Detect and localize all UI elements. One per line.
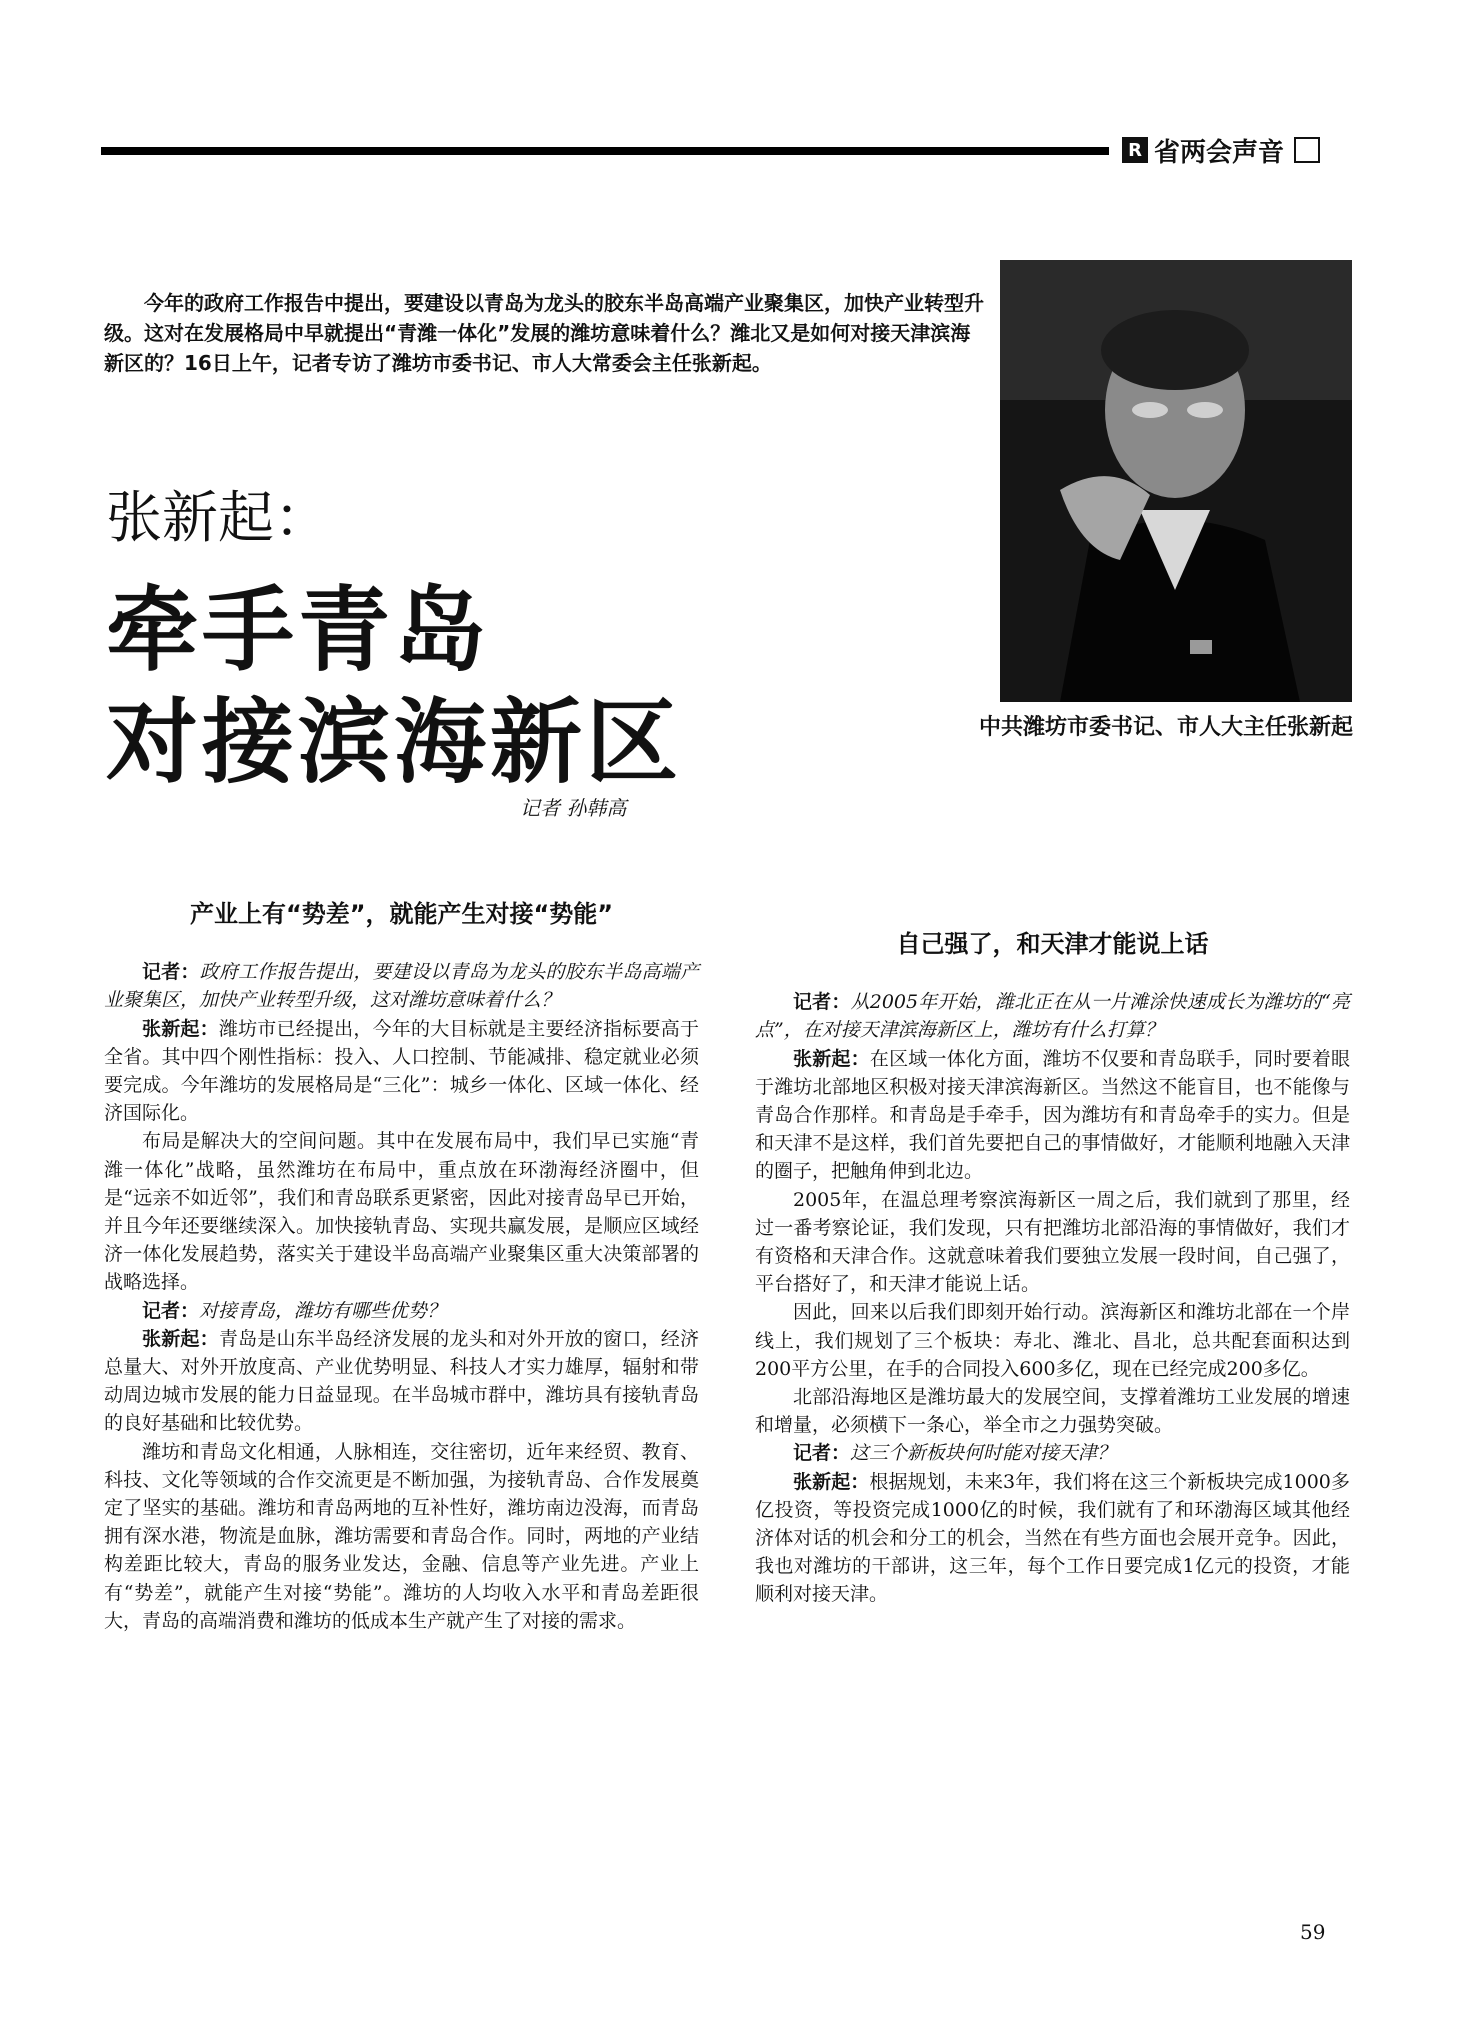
section-mark: R [1122, 137, 1148, 163]
answer-text: 在区域一体化方面，潍坊不仅要和青岛联手，同时要着眼于潍坊北部地区积极对接天津滨海新区。当然这不能盲目，也不能像与青岛合作那样。和青岛是手牵手，因为潍坊有和青岛牵手的实力。但是和天津不是这样，我们首先要把自己的事情做好，才能顺利地融入天津的圈子，把触角伸到北边。 [755, 1047, 1350, 1183]
right-column [755, 930, 1350, 1609]
byline: 记者 孙韩高 [520, 796, 627, 820]
question-paragraph [755, 988, 1350, 1044]
body-paragraph: 因此，回来以后我们即刻开始行动。滨海新区和潍坊北部在一个岸线上，我们规划了三个板块：寿北、潍北、昌北，总共配套面积达到200平方公里，在手的合同投入600多亿，现在已经完成200多亿。 [755, 1301, 1350, 1380]
body-paragraph: 北部沿海地区是潍坊最大的发展空间，支撑着潍坊工业发展的增速和增量，必须横下一条心，举全市之力强势突破。 [755, 1386, 1350, 1437]
body-paragraph: 2005年，在温总理考察滨海新区一周之后，我们就到了那里，经过一番考察论证，我们发现，只有把潍坊北部沿海的事情做好，我们才有资格和天津合作。这就意味着我们要独立发展一段时间，自己强了，平台搭好了，和天津才能说上话。 [755, 1188, 1350, 1296]
answer-text: 潍坊市已经提出，今年的大目标就是主要经济指标要高于全省。其中四个刚性指标：投入、人口控制、节能减排、稳定就业必须要完成。今年潍坊的发展格局是“三化”：城乡一体化、区域一体化、经济国际化。 [104, 1017, 699, 1125]
question-paragraph [104, 958, 699, 1014]
question-text: 政府工作报告提出，要建设以青岛为龙头的胶东半岛高端产业聚集区，加快产业转型升级，这对潍坊意味着什么？ [104, 961, 699, 1012]
speaker-label: 记者： [142, 1299, 200, 1322]
speaker-label: 记者： [793, 1442, 851, 1465]
speaker-label: 记者： [793, 991, 851, 1014]
section-name: 省两会声音 [1154, 137, 1285, 168]
body-paragraph: 布局是解决大的空间问题。其中在发展布局中，我们早已实施“青潍一体化”战略，虽然潍坊在布局中，重点放在环渤海经济圈中，但是“远亲不如近邻”，我们和青岛联系更紧密，因此对接青岛早已开始，并且今年还要继续深入。加快接轨青岛、实现共赢发展，是顺应区域经济一体化发展趋势，落实关于建设半岛高端产业聚集区重大决策部署的战略选择。 [104, 1130, 699, 1294]
headline-line-1: 牵手青岛 [106, 577, 491, 684]
speaker-label: 张新起： [793, 1047, 870, 1070]
question-text: 对接青岛，潍坊有哪些优势？ [199, 1299, 447, 1322]
speaker-label: 张新起： [142, 1017, 219, 1040]
header-rule [101, 147, 1109, 155]
question-text: 从2005年开始，潍北正在从一片滩涂快速成长为潍坊的“亮点”，在对接天津滨海新区上，潍坊有什么打算？ [755, 991, 1350, 1042]
portrait-photo [1000, 260, 1352, 702]
answer-text: 青岛是山东半岛经济发展的龙头和对外开放的窗口，经济总量大、对外开放度高、产业优势明显、科技人才实力雄厚，辐射和带动周边城市发展的能力日益显现。在半岛城市群中，潍坊具有接轨青岛的良好基础和比较优势。 [104, 1327, 699, 1435]
section-tag [1122, 133, 1320, 167]
question-paragraph [104, 1297, 699, 1325]
body-paragraph: 潍坊和青岛文化相通，人脉相连，交往密切，近年来经贸、教育、科技、文化等领域的合作交流更是不断加强，为接轨青岛、合作发展奠定了坚实的基础。潍坊和青岛两地的互补性好，潍坊南边没海，而青岛拥有深水港，物流是血脉，潍坊需要和青岛合作。同时，两地的产业结构差距比较大，青岛的服务业发达，金融、信息等产业先进。产业上有“势差”，就能产生对接“势能”。潍坊的人均收入水平和青岛差距很大，青岛的高端消费和潍坊的低成本生产就产生了对接的需求。 [104, 1440, 699, 1632]
answer-text: 根据规划，未来3年，我们将在这三个新板块完成1000多亿投资，等投资完成1000亿的时候，我们就有了和环渤海区域其他经济体对话的机会和分工的机会，当然在有些方面也会展开竞争。因此，我也对潍坊的干部讲，这三年，每个工作日要完成1亿元的投资，才能顺利对接天津。 [755, 1470, 1350, 1606]
article-subhead: 张新起： [106, 486, 330, 551]
question-text: 这三个新板块何时能对接天津？ [850, 1442, 1117, 1465]
headline-line-2: 对接滨海新区 [106, 689, 683, 796]
portrait-image [1000, 260, 1352, 702]
right-section-heading: 自己强了，和天津才能说上话 [896, 930, 1209, 958]
speaker-label: 张新起： [793, 1470, 870, 1493]
answer-paragraph [104, 1325, 699, 1438]
answer-paragraph [104, 1015, 699, 1128]
speaker-label: 张新起： [142, 1327, 219, 1350]
page-number: 59 [1300, 1920, 1326, 1944]
lede-paragraph: 今年的政府工作报告中提出，要建设以青岛为龙头的胶东半岛高端产业聚集区，加快产业转型升级。这对在发展格局中早就提出“青潍一体化”发展的潍坊意味着什么？潍北又是如何对接天津滨海新区的？16日上午，记者专访了潍坊市委书记、市人大常委会主任张新起。 [104, 291, 984, 375]
photo-caption: 中共潍坊市委书记、市人大主任张新起 [978, 715, 1353, 740]
question-paragraph [755, 1439, 1350, 1467]
square-icon [1294, 137, 1320, 163]
answer-paragraph [755, 1468, 1350, 1609]
speaker-label: 记者： [142, 961, 200, 984]
answer-paragraph [755, 1045, 1350, 1186]
left-section-heading: 产业上有“势差”，就能产生对接“势能” [189, 900, 614, 928]
article-headline [106, 575, 682, 799]
left-column [104, 900, 699, 1635]
